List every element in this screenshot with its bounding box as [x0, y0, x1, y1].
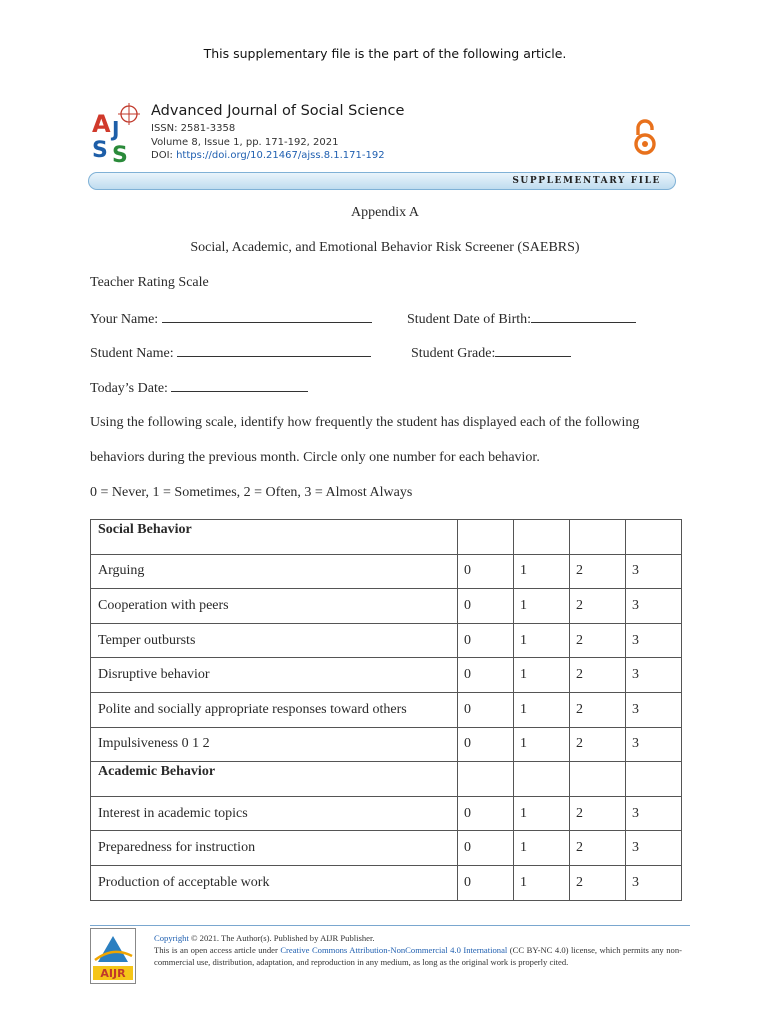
dob-label: Student Date of Birth:	[407, 312, 532, 327]
behavior-row	[91, 727, 682, 762]
screener-title: Social, Academic, and Emotional Behavior Risk Screener (SAEBRS)	[190, 240, 580, 255]
supplementary-label: SUPPLEMENTARY FILE	[512, 176, 661, 186]
empty-cell	[458, 762, 514, 797]
license-pre: This is an open access article under	[154, 945, 281, 955]
rating-option-3[interactable]: 3	[626, 554, 682, 589]
behavior-row	[91, 692, 682, 727]
rating-option-3[interactable]: 3	[626, 831, 682, 866]
rating-option-1[interactable]: 1	[514, 865, 570, 900]
footer-divider	[90, 925, 690, 926]
copyright-text: © 2021. The Author(s). Published by AIJR Publisher.	[188, 933, 375, 943]
rating-option-0[interactable]: 0	[458, 796, 514, 831]
rating-option-3[interactable]: 3	[626, 727, 682, 762]
appendix-title: Appendix A	[350, 205, 420, 220]
your-name-field	[90, 310, 372, 328]
today-label: Today’s Date:	[90, 381, 168, 396]
dob-blank[interactable]	[531, 310, 636, 323]
today-field	[90, 379, 308, 397]
behavior-label: Disruptive behavior	[91, 658, 458, 693]
empty-cell	[626, 762, 682, 797]
rating-option-2[interactable]: 2	[570, 589, 626, 624]
grade-blank[interactable]	[495, 344, 571, 357]
aijr-logo	[90, 928, 136, 984]
rating-table	[90, 519, 682, 901]
grade-field	[411, 344, 571, 362]
rating-option-0[interactable]: 0	[458, 589, 514, 624]
svg-text:S: S	[112, 143, 128, 164]
social-behavior-header-row	[91, 520, 682, 555]
your-name-blank[interactable]	[162, 310, 372, 323]
behavior-label: Cooperation with peers	[91, 589, 458, 624]
license-link[interactable]: Creative Commons Attribution-NonCommercial 4.0 International	[280, 945, 508, 955]
rating-option-1[interactable]: 1	[514, 727, 570, 762]
rating-option-2[interactable]: 2	[570, 727, 626, 762]
rating-option-0[interactable]: 0	[458, 623, 514, 658]
rating-option-3[interactable]: 3	[626, 865, 682, 900]
student-name-field	[90, 344, 371, 362]
grade-label: Student Grade:	[411, 346, 496, 361]
journal-logo	[90, 102, 142, 164]
behavior-label: Preparedness for instruction	[91, 831, 458, 866]
student-name-label: Student Name:	[90, 346, 174, 361]
empty-cell	[514, 520, 570, 555]
scale-legend: 0 = Never, 1 = Sometimes, 2 = Often, 3 = Almost Always	[90, 485, 413, 500]
today-blank[interactable]	[171, 379, 308, 392]
behavior-row	[91, 865, 682, 900]
rating-option-1[interactable]: 1	[514, 692, 570, 727]
doi-link[interactable]: https://doi.org/10.21467/ajss.8.1.171-192	[176, 150, 385, 161]
rating-option-1[interactable]: 1	[514, 589, 570, 624]
rating-option-2[interactable]: 2	[570, 554, 626, 589]
empty-cell	[570, 520, 626, 555]
empty-cell	[458, 520, 514, 555]
rating-option-3[interactable]: 3	[626, 796, 682, 831]
supplementary-banner	[88, 172, 676, 190]
rating-option-1[interactable]: 1	[514, 623, 570, 658]
rating-option-1[interactable]: 1	[514, 796, 570, 831]
empty-cell	[514, 762, 570, 797]
doi	[151, 150, 385, 161]
rating-option-1[interactable]: 1	[514, 554, 570, 589]
volume-info: Volume 8, Issue 1, pp. 171-192, 2021	[151, 137, 339, 148]
copyright-link[interactable]: Copyright	[154, 933, 189, 943]
rating-option-3[interactable]: 3	[626, 589, 682, 624]
rating-option-0[interactable]: 0	[458, 727, 514, 762]
rating-option-2[interactable]: 2	[570, 623, 626, 658]
issn: ISSN: 2581-3358	[151, 123, 236, 134]
behavior-label: Impulsiveness 0 1 2	[91, 727, 458, 762]
open-access-icon	[631, 118, 659, 156]
behavior-row	[91, 554, 682, 589]
behavior-label: Arguing	[91, 554, 458, 589]
rating-option-3[interactable]: 3	[626, 692, 682, 727]
rating-option-2[interactable]: 2	[570, 692, 626, 727]
behavior-row	[91, 831, 682, 866]
svg-text:AIJR: AIJR	[100, 967, 126, 980]
rating-option-1[interactable]: 1	[514, 658, 570, 693]
rating-option-2[interactable]: 2	[570, 658, 626, 693]
svg-text:A: A	[92, 110, 111, 138]
rating-option-2[interactable]: 2	[570, 796, 626, 831]
rating-option-3[interactable]: 3	[626, 658, 682, 693]
behavior-row	[91, 589, 682, 624]
dob-field	[407, 310, 636, 328]
svg-text:S: S	[92, 138, 108, 163]
social-behavior-header: Social Behavior	[91, 520, 458, 555]
rating-option-0[interactable]: 0	[458, 658, 514, 693]
rating-option-1[interactable]: 1	[514, 831, 570, 866]
rating-option-0[interactable]: 0	[458, 692, 514, 727]
rating-option-2[interactable]: 2	[570, 831, 626, 866]
supplementary-note: This supplementary file is the part of the following article.	[203, 46, 567, 61]
license-notice	[154, 932, 682, 968]
svg-text:J: J	[112, 117, 120, 141]
behavior-label: Polite and socially appropriate responses toward others	[91, 692, 458, 727]
behavior-row	[91, 658, 682, 693]
behavior-label: Temper outbursts	[91, 623, 458, 658]
journal-title: Advanced Journal of Social Science	[151, 103, 405, 119]
behavior-label: Production of acceptable work	[91, 865, 458, 900]
doi-label: DOI:	[151, 150, 177, 161]
instructions-line-2: behaviors during the previous month. Circle only one number for each behavior.	[90, 450, 540, 465]
your-name-label: Your Name:	[90, 312, 159, 327]
empty-cell	[570, 762, 626, 797]
rating-option-3[interactable]: 3	[626, 623, 682, 658]
rating-option-0[interactable]: 0	[458, 865, 514, 900]
academic-behavior-header-row	[91, 762, 682, 797]
behavior-label: Interest in academic topics	[91, 796, 458, 831]
scale-title: Teacher Rating Scale	[90, 275, 209, 290]
behavior-row	[91, 796, 682, 831]
rating-option-0[interactable]: 0	[458, 831, 514, 866]
license-post: (CC BY-NC 4.0) license, which permits any non-commercial use, distribution, adaptation, and reproduction in any medium, as long as the original work is properly cited.	[154, 945, 682, 967]
academic-behavior-header: Academic Behavior	[91, 762, 458, 797]
empty-cell	[626, 520, 682, 555]
instructions-line-1: Using the following scale, identify how frequently the student has displayed each of the following	[90, 415, 640, 430]
behavior-row	[91, 623, 682, 658]
student-name-blank[interactable]	[177, 344, 371, 357]
rating-option-0[interactable]: 0	[458, 554, 514, 589]
rating-option-2[interactable]: 2	[570, 865, 626, 900]
